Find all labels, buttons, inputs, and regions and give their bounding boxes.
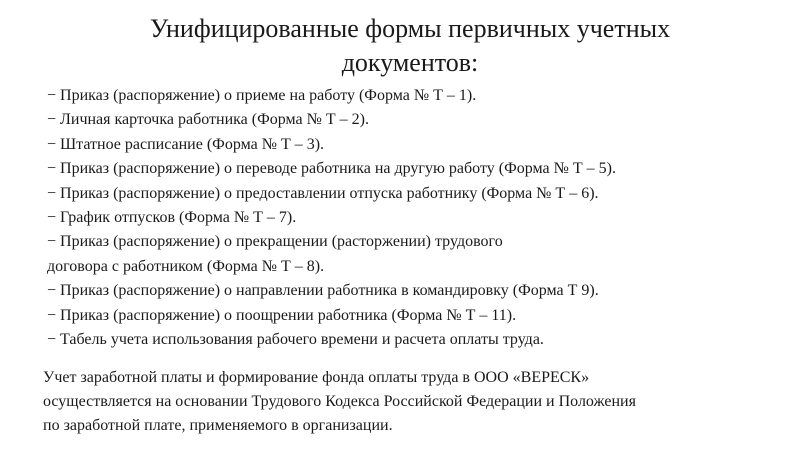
list-item: − Штатное расписание (Форма № Т – 3). [47,135,325,153]
list-item: − График отпусков (Форма № Т – 7). [47,209,297,227]
list-item: − Личная карточка работника (Форма № Т – 2). [47,111,369,129]
forms-list [47,84,792,352]
summary-line-3: по заработной плате, применяемого в организации. [43,417,393,434]
list-item: − Приказ (распоряжение) о поощрении работника (Форма № Т – 11). [47,306,517,324]
list-item-continuation: договора с работником (Форма № Т – 8). [47,257,325,275]
list-item: − Табель учета использования рабочего времени и расчета оплаты труда. [47,331,544,349]
slide-title [60,12,760,80]
list-item: − Приказ (распоряжение) о приеме на работу (Форма № Т – 1). [47,87,477,104]
summary-line-2: осуществляется на основании Трудового Кодекса Российской Федерации и Положения [43,393,636,410]
list-item: − Приказ (распоряжение) о переводе работника на другую работу (Форма № Т – 5). [47,160,616,178]
list-item: − Приказ (распоряжение) о прекращении (расторжении) трудового [47,233,503,251]
summary-paragraph [43,366,798,438]
slide-title-line-1: Унифицированные формы первичных учетных [149,14,671,43]
list-item: − Приказ (распоряжение) о направлении работника в командировку (Форма Т 9). [47,282,599,300]
summary-line-1: Учет заработной платы и формирование фонда оплаты труда в ООО «ВЕРЕСК» [43,369,590,386]
list-item: − Приказ (распоряжение) о предоставлении отпуска работнику (Форма № Т – 6). [47,184,599,202]
slide-title-line-2: документов: [341,48,479,77]
